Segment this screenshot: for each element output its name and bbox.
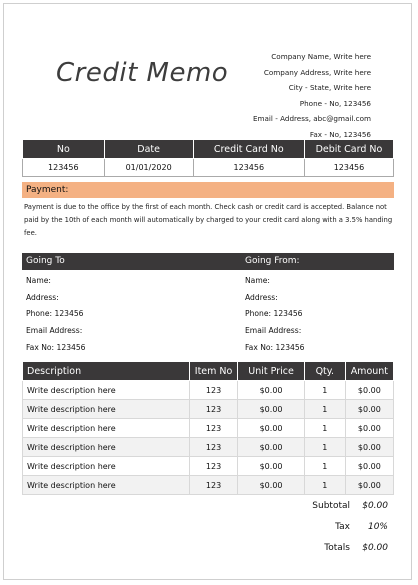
total-label: Totals xyxy=(324,543,350,553)
item-no[interactable]: 123 xyxy=(189,400,237,419)
table-row xyxy=(23,438,394,457)
col-header-description: Description xyxy=(23,362,190,381)
going-from-email[interactable]: Email Address: xyxy=(245,326,302,336)
item-description[interactable]: Write description here xyxy=(23,476,190,495)
item-amount[interactable]: $0.00 xyxy=(345,419,393,438)
item-unit-price[interactable]: $0.00 xyxy=(238,400,305,419)
going-to-name[interactable]: Name: xyxy=(26,276,51,285)
going-from-address[interactable]: Address: xyxy=(245,292,278,302)
table-row xyxy=(23,159,394,177)
memo-info-table xyxy=(22,139,394,177)
item-description[interactable]: Write description here xyxy=(23,457,190,476)
subtotal-label: Subtotal xyxy=(312,501,350,511)
company-fax: Fax - No, 123456 xyxy=(309,129,371,139)
item-description[interactable]: Write description here xyxy=(23,419,190,438)
item-no[interactable]: 123 xyxy=(189,476,237,495)
col-header-no: No xyxy=(23,140,105,159)
table-row xyxy=(23,381,394,400)
memo-debit-card[interactable]: 123456 xyxy=(304,159,393,177)
table-row xyxy=(23,476,394,495)
total-row xyxy=(290,538,388,559)
company-city: City - State, Write here xyxy=(288,83,371,92)
going-to-block xyxy=(26,273,86,357)
going-to-heading: Going To xyxy=(26,256,65,266)
item-amount[interactable]: $0.00 xyxy=(345,400,393,419)
col-header-qty: Qty. xyxy=(304,362,345,381)
going-to-email[interactable]: Email Address: xyxy=(26,326,83,336)
tax-label: Tax xyxy=(335,522,350,532)
table-row xyxy=(23,400,394,419)
tax-value[interactable]: 10% xyxy=(367,522,388,532)
item-unit-price[interactable]: $0.00 xyxy=(238,476,305,495)
payment-heading: Payment: xyxy=(22,182,394,198)
col-header-credit-card: Credit Card No xyxy=(193,140,304,159)
item-amount[interactable]: $0.00 xyxy=(345,476,393,495)
going-to-address[interactable]: Address: xyxy=(26,292,59,302)
going-from-name[interactable]: Name: xyxy=(245,276,270,285)
item-unit-price[interactable]: $0.00 xyxy=(238,419,305,438)
item-qty[interactable]: 1 xyxy=(304,400,345,419)
item-description[interactable]: Write description here xyxy=(23,381,190,400)
company-info xyxy=(253,49,371,142)
item-description[interactable]: Write description here xyxy=(23,400,190,419)
subtotal-value[interactable]: $0.00 xyxy=(362,501,388,511)
item-no[interactable]: 123 xyxy=(189,438,237,457)
item-qty[interactable]: 1 xyxy=(304,381,345,400)
item-qty[interactable]: 1 xyxy=(304,476,345,495)
item-no[interactable]: 123 xyxy=(189,457,237,476)
totals-block xyxy=(290,496,388,559)
col-header-debit-card: Debit Card No xyxy=(304,140,393,159)
memo-credit-card[interactable]: 123456 xyxy=(193,159,304,177)
going-header-bar xyxy=(22,253,394,270)
page-title: Credit Memo xyxy=(56,58,229,88)
table-row xyxy=(23,419,394,438)
going-from-heading: Going From: xyxy=(245,256,300,266)
subtotal-row xyxy=(290,496,388,517)
company-email: Email - Address, abc@gmail.com xyxy=(252,114,371,123)
col-header-unit-price: Unit Price xyxy=(238,362,305,381)
payment-text: Payment is due to the office by the first of each month. Check cash or credit card is accepted. Balance not paid by the 10th of each month will automatically by charged to your credit card along with a 3.5% handing fee. xyxy=(24,203,393,237)
memo-date[interactable]: 01/01/2020 xyxy=(104,159,193,177)
going-to-phone[interactable]: Phone: 123456 xyxy=(26,309,84,319)
item-unit-price[interactable]: $0.00 xyxy=(238,457,305,476)
company-phone: Phone - No, 123456 xyxy=(299,98,371,108)
table-row xyxy=(23,457,394,476)
total-value[interactable]: $0.00 xyxy=(362,543,388,553)
going-from-fax[interactable]: Fax No: 123456 xyxy=(245,342,305,352)
memo-no[interactable]: 123456 xyxy=(23,159,105,177)
company-name: Company Name, Write here xyxy=(271,52,371,61)
item-qty[interactable]: 1 xyxy=(304,438,345,457)
company-address: Company Address, Write here xyxy=(263,67,371,77)
item-qty[interactable]: 1 xyxy=(304,419,345,438)
col-header-date: Date xyxy=(104,140,193,159)
items-table xyxy=(22,361,394,495)
going-from-phone[interactable]: Phone: 123456 xyxy=(245,309,303,319)
item-amount[interactable]: $0.00 xyxy=(345,381,393,400)
tax-row xyxy=(290,517,388,538)
col-header-amount: Amount xyxy=(345,362,393,381)
item-amount[interactable]: $0.00 xyxy=(345,438,393,457)
item-unit-price[interactable]: $0.00 xyxy=(238,381,305,400)
item-description[interactable]: Write description here xyxy=(23,438,190,457)
col-header-item-no: Item No xyxy=(189,362,237,381)
item-unit-price[interactable]: $0.00 xyxy=(238,438,305,457)
item-amount[interactable]: $0.00 xyxy=(345,457,393,476)
going-from-block xyxy=(245,273,305,357)
item-qty[interactable]: 1 xyxy=(304,457,345,476)
item-no[interactable]: 123 xyxy=(189,419,237,438)
item-no[interactable]: 123 xyxy=(189,381,237,400)
going-to-fax[interactable]: Fax No: 123456 xyxy=(26,342,86,352)
